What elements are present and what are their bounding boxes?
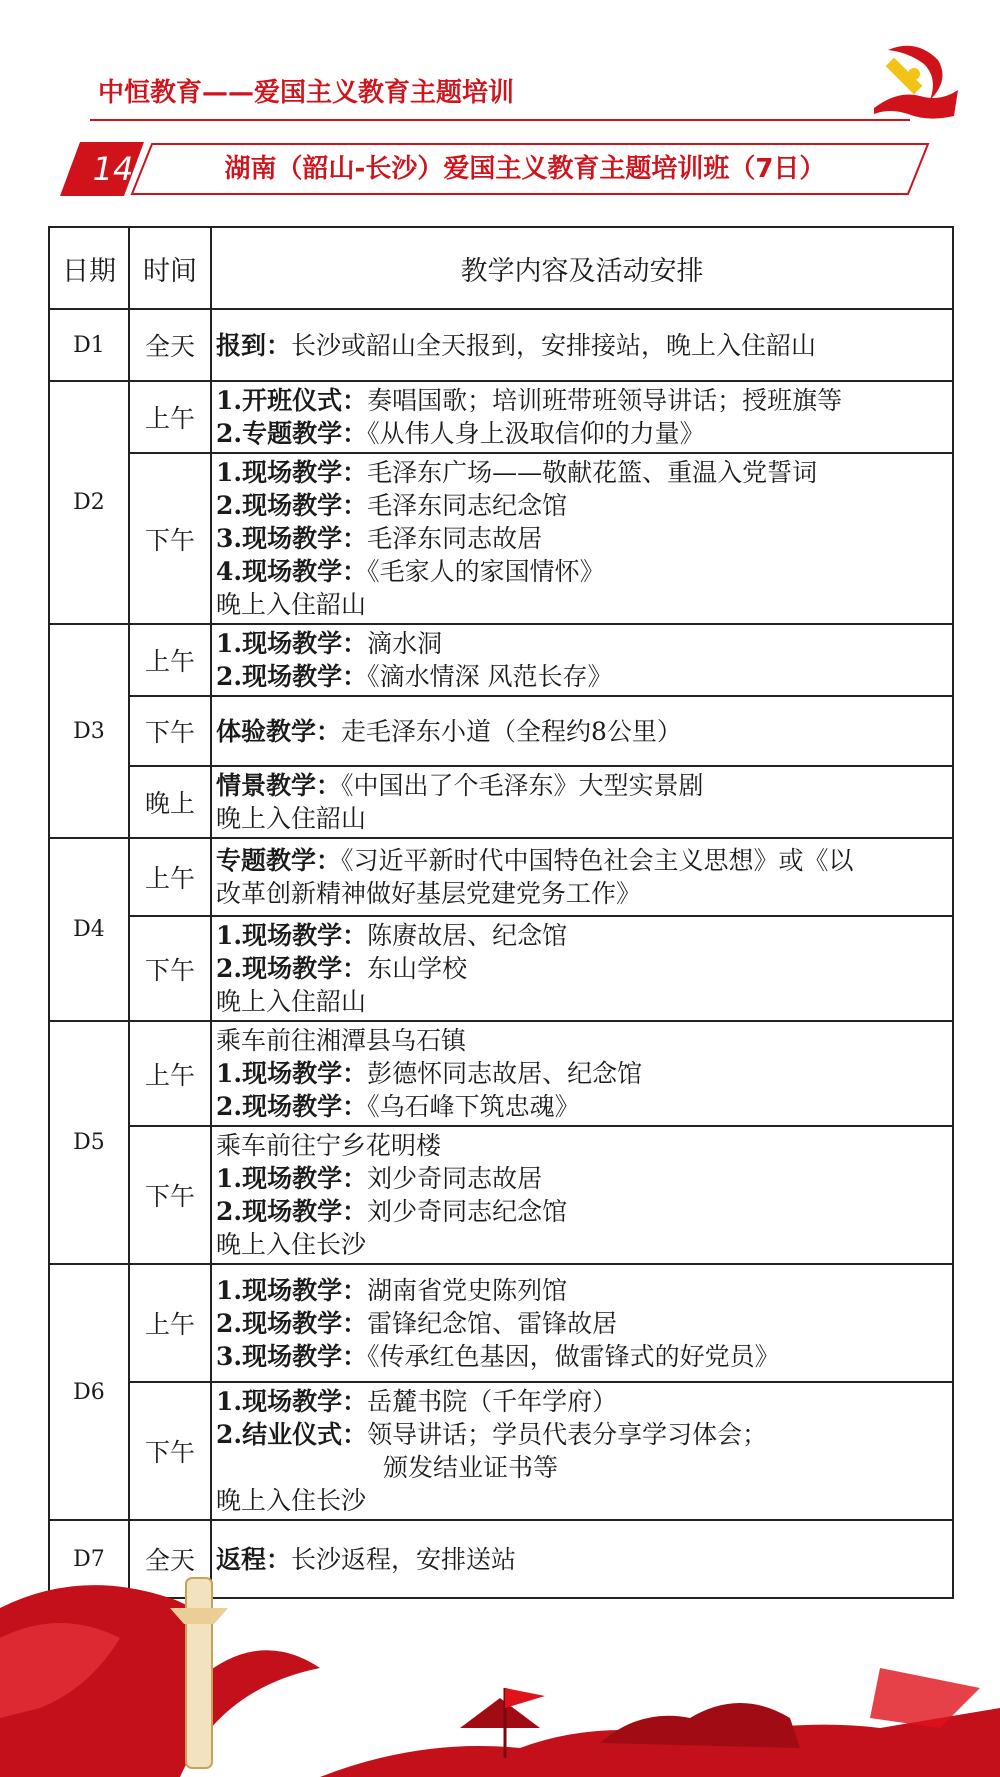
header-date: 日期	[49, 227, 129, 309]
day-cell: D4	[49, 838, 129, 1021]
day-cell: D1	[49, 309, 129, 381]
day-cell: D3	[49, 624, 129, 838]
day-cell: D7	[49, 1520, 129, 1598]
table-row	[49, 1126, 953, 1264]
party-emblem-icon	[868, 30, 960, 122]
content-cell: 返程：长沙返程，安排送站	[211, 1520, 953, 1598]
table-row	[49, 381, 953, 453]
content-cell: 情景教学：《中国出了个毛泽东》大型实景剧 晚上入住韶山	[211, 766, 953, 838]
table-row	[49, 1021, 953, 1126]
time-cell: 全天	[129, 1520, 211, 1598]
header-time: 时间	[129, 227, 211, 309]
content-cell: 乘车前往湘潭县乌石镇 1.现场教学：彭德怀同志故居、纪念馆 2.现场教学：《乌石峰下筑忠魂》	[211, 1021, 953, 1126]
table-row	[49, 624, 953, 696]
footer-decoration	[0, 1568, 1000, 1777]
time-cell: 上午	[129, 1021, 211, 1126]
content-cell: 1.开班仪式：奏唱国歌；培训班带班领导讲话；授班旗等 2.专题教学：《从伟人身上汲取信仰的力量》	[211, 381, 953, 453]
table-row	[49, 696, 953, 766]
table-header-row	[49, 227, 953, 309]
section-number: 14	[92, 150, 134, 188]
content-cell: 体验教学：走毛泽东小道（全程约8公里）	[211, 696, 953, 766]
content-cell: 1.现场教学：湖南省党史陈列馆 2.现场教学：雷锋纪念馆、雷锋故居 3.现场教学：《传承红色基因，做雷锋式的好党员》	[211, 1264, 953, 1382]
time-cell: 下午	[129, 453, 211, 624]
time-cell: 下午	[129, 1382, 211, 1520]
day-cell: D6	[49, 1264, 129, 1520]
time-cell: 上午	[129, 1264, 211, 1382]
table-row	[49, 766, 953, 838]
table-row	[49, 309, 953, 381]
time-cell: 下午	[129, 1126, 211, 1264]
time-cell: 全天	[129, 309, 211, 381]
content-cell: 报到：长沙或韶山全天报到，安排接站，晚上入住韶山	[211, 309, 953, 381]
section-title: 湖南（韶山-长沙）爱国主义教育主题培训班（7日）	[224, 154, 826, 184]
content-cell: 1.现场教学：岳麓书院（千年学府） 2.结业仪式：领导讲话；学员代表分享学习体会； 颁发结业证书等 晚上入住长沙	[211, 1382, 953, 1520]
time-cell: 下午	[129, 696, 211, 766]
table-row	[49, 1382, 953, 1520]
content-cell: 1.现场教学：滴水洞 2.现场教学：《滴水情深 风范长存》	[211, 624, 953, 696]
table-row	[49, 1264, 953, 1382]
header-divider	[90, 119, 910, 121]
table-row	[49, 453, 953, 624]
schedule-table	[48, 226, 954, 1599]
time-cell: 晚上	[129, 766, 211, 838]
time-cell: 上午	[129, 381, 211, 453]
content-cell: 专题教学：《习近平新时代中国特色社会主义思想》或《以 改革创新精神做好基层党建党务工作》	[211, 838, 953, 916]
time-cell: 上午	[129, 838, 211, 916]
table-row	[49, 838, 953, 916]
content-cell: 1.现场教学：毛泽东广场——敬献花篮、重温入党誓词 2.现场教学：毛泽东同志纪念馆 3.现场教学：毛泽东同志故居 4.现场教学：《毛家人的家国情怀》 晚上入住韶山	[211, 453, 953, 624]
brand-title: 中恒教育——爱国主义教育主题培训	[98, 78, 515, 108]
day-cell: D5	[49, 1021, 129, 1264]
header-content: 教学内容及活动安排	[211, 227, 953, 309]
time-cell: 上午	[129, 624, 211, 696]
time-cell: 下午	[129, 916, 211, 1021]
content-cell: 乘车前往宁乡花明楼 1.现场教学：刘少奇同志故居 2.现场教学：刘少奇同志纪念馆 晚上入住长沙	[211, 1126, 953, 1264]
day-cell: D2	[49, 381, 129, 624]
table-row	[49, 916, 953, 1021]
content-cell: 1.现场教学：陈赓故居、纪念馆 2.现场教学：东山学校 晚上入住韶山	[211, 916, 953, 1021]
